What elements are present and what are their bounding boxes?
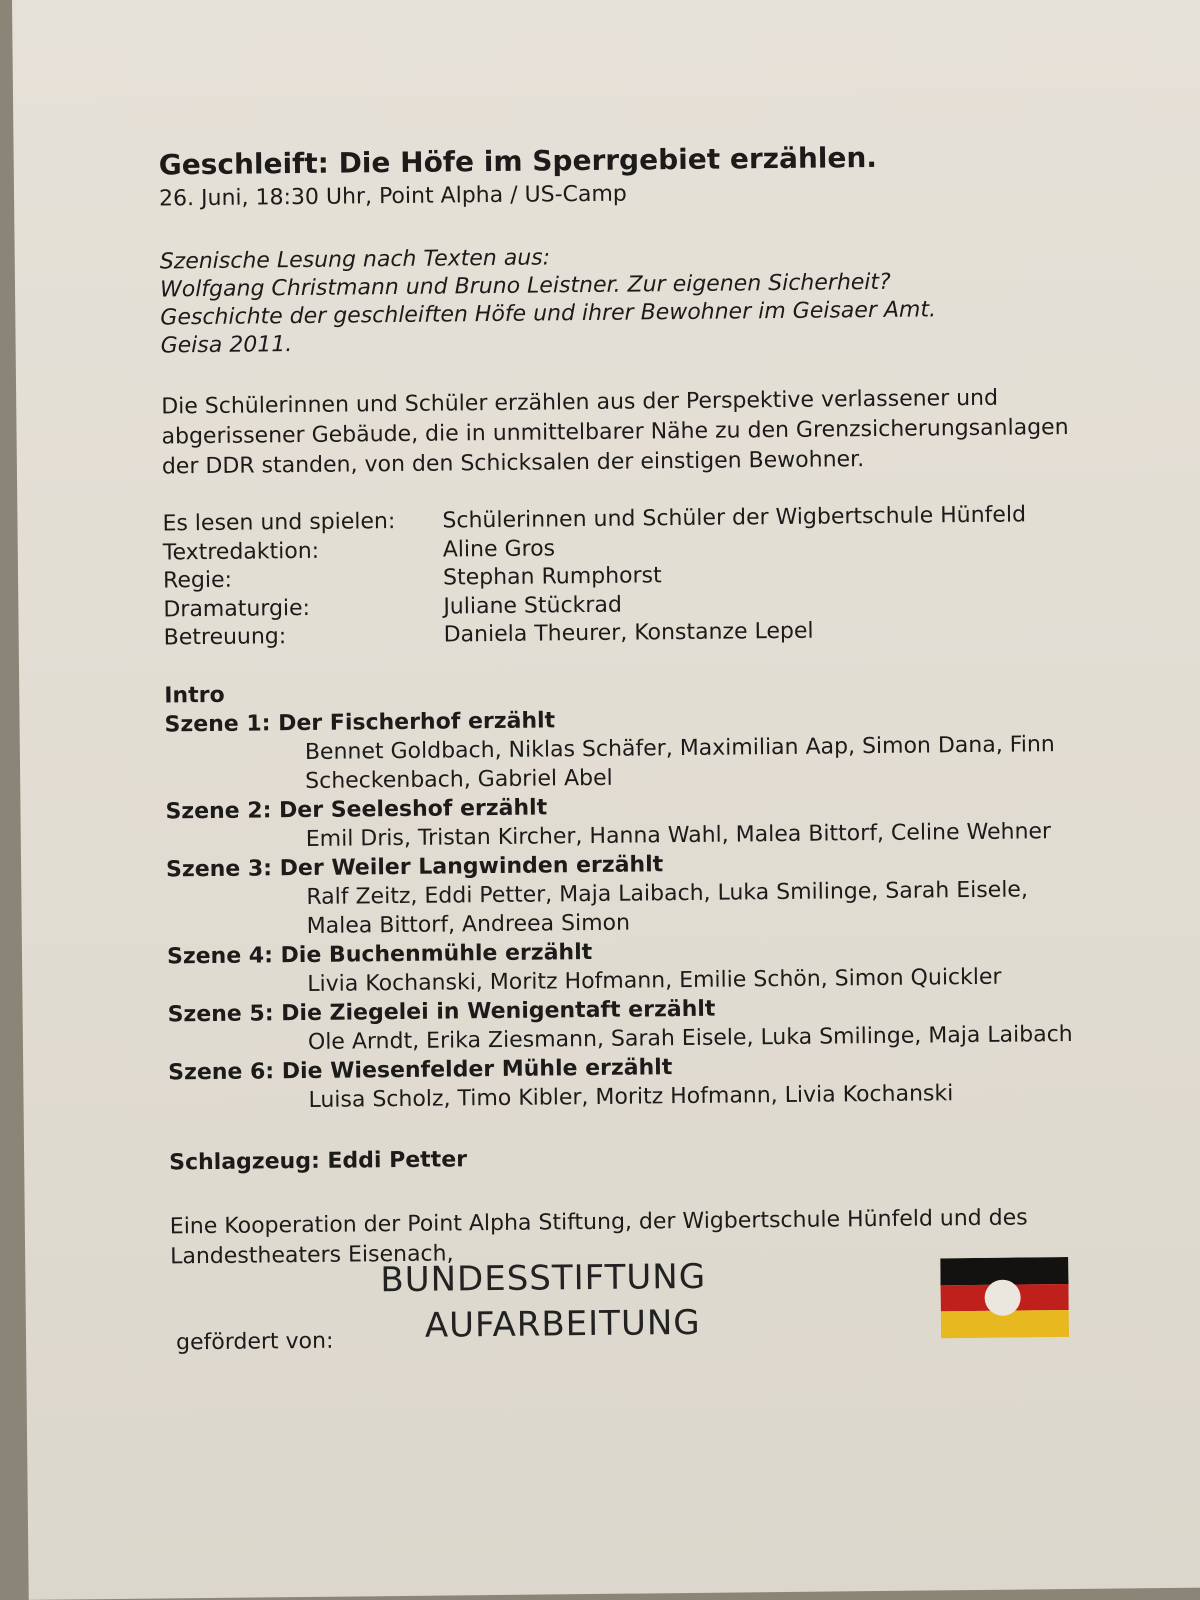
credit-value: Stephan Rumphorst	[442, 563, 662, 591]
scene-program	[164, 671, 1089, 1116]
source-line: Szenische Lesung nach Texten aus:	[159, 245, 551, 275]
credit-label: Dramaturgie:	[163, 595, 311, 622]
credit-value: Aline Gros	[442, 535, 556, 563]
credit-label: Regie:	[162, 567, 233, 594]
credits-list	[162, 501, 1083, 653]
credit-value: Schülerinnen und Schüler der Wigbertschule Hünfeld	[442, 502, 1027, 534]
credit-label: Betreuung:	[163, 624, 287, 651]
source-line: Wolfgang Christmann und Bruno Leistner. Zur eigenen Sicherheit?	[159, 269, 891, 303]
event-date-line: 26. Juni, 18:30 Uhr, Point Alpha / US-Camp	[158, 181, 627, 212]
scene-title: Szene 5: Die Ziegelei in Wenigentaft erzählt	[167, 996, 716, 1027]
event-description: Die Schülerinnen und Schüler erzählen aus der Perspektive verlassener und abgerissener Gebäude, die in unmittelbarer Nähe zu den Grenzsicherungsanlagen der DDR standen, von den Schicksalen der einstigen Bewohner.	[161, 385, 1069, 480]
funded-by-label: gefördert von:	[175, 1328, 334, 1356]
source-line: Geschichte der geschleiften Höfe und ihrer Bewohner im Geisaer Amt.	[160, 297, 937, 331]
credit-value: Juliane Stückrad	[443, 592, 622, 620]
credit-label: Es lesen und spielen:	[162, 509, 396, 537]
scene-cast: Ole Arndt, Erika Ziesmann, Sarah Eisele, Luka Smilinge, Maja Laibach	[307, 1021, 1073, 1055]
event-title: Geschleift: Die Höfe im Sperrgebiet erzählen.	[158, 140, 878, 182]
funding-section	[175, 1251, 1096, 1371]
scene-title: Szene 2: Der Seeleshof erzählt	[165, 794, 548, 824]
program-sheet	[12, 0, 1200, 1600]
credit-label: Textredaktion:	[162, 538, 320, 565]
scene-cast: Livia Kochanski, Moritz Hofmann, Emilie Schön, Simon Quickler	[307, 964, 1002, 997]
scene-title: Szene 4: Die Buchenmühle erzählt	[166, 939, 593, 969]
scene-cast: Ralf Zeitz, Eddi Petter, Maja Laibach, Luka Smilinge, Sarah Eisele, Malea Bittorf, Andreea Simon	[306, 876, 1029, 939]
scene-title: Szene 1: Der Fischerhof erzählt	[164, 707, 556, 737]
credit-value: Daniela Theurer, Konstanze Lepel	[443, 618, 814, 648]
scene-title: Szene 6: Die Wiesenfelder Mühle erzählt	[168, 1054, 673, 1085]
flag-circle	[984, 1280, 1020, 1316]
source-line: Geisa 2011.	[160, 332, 293, 359]
source-reference	[160, 239, 1081, 361]
logo-text-line: AUFARBEITUNG	[424, 1302, 701, 1346]
intro-heading: Intro	[164, 682, 225, 708]
german-flag-icon	[940, 1257, 1069, 1338]
drums-credit: Schlagzeug: Eddi Petter	[169, 1146, 468, 1175]
scene-cast: Emil Dris, Tristan Kircher, Hanna Wahl, Malea Bittorf, Celine Wehner	[305, 818, 1052, 852]
logo-text-line: BUNDESSTIFTUNG	[380, 1256, 707, 1301]
bundesstiftung-logo	[380, 1253, 881, 1358]
program-content	[159, 139, 1091, 1272]
cooperation-note: Eine Kooperation der Point Alpha Stiftung, der Wigbertschule Hünfeld und des Landestheaters Eisenach,	[169, 1204, 1028, 1269]
scene-cast: Luisa Scholz, Timo Kibler, Moritz Hofmann, Livia Kochanski	[308, 1080, 954, 1113]
scene-cast: Bennet Goldbach, Niklas Schäfer, Maximilian Aap, Simon Dana, Finn Scheckenbach, Gabriel Abel	[304, 731, 1055, 794]
scene-title: Szene 3: Der Weiler Langwinden erzählt	[165, 851, 664, 882]
